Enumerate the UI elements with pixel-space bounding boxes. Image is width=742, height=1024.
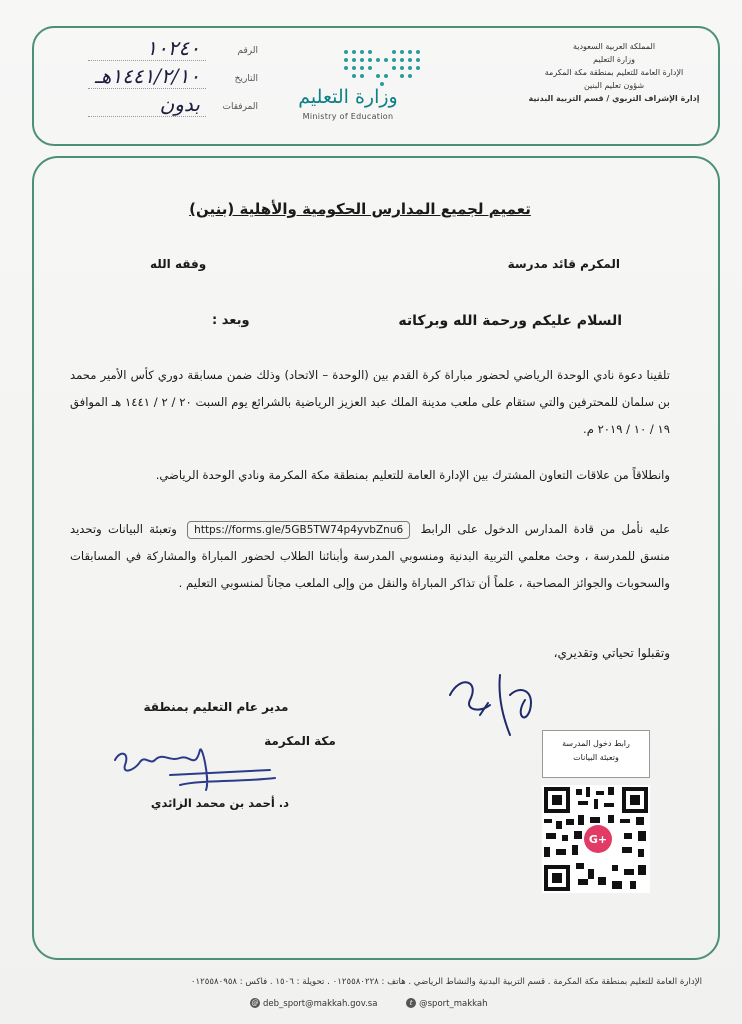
blessing: وفقه الله xyxy=(150,257,207,271)
logo-english-text: Ministry of Education xyxy=(302,112,394,121)
date-value: ١٤٤١/٢/١٠هـ xyxy=(94,64,200,88)
number-value: ١٠٢٤٠ xyxy=(146,36,200,60)
signatory-title-line2: مكة المكرمة xyxy=(264,734,336,748)
qr-badge-text: G+ xyxy=(588,833,608,846)
request-text-before-link: عليه نأمل من قادة المدارس الدخول على الرابط xyxy=(420,522,671,536)
footer-address: الإدارة العامة للتعليم بمنطقة مكة المكرمة . قسم التربية البدنية والنشاط الرياضي . هاتف : ٠١٢٥٥٨٠٢٢٨ . تحويلة : ١٥٠٦ . فاكس : ٠١٢٥٥٨٠٩٥٨ xyxy=(190,977,702,987)
qr-caption-line: وتعبئة البيانات xyxy=(573,753,619,762)
footer-twitter-text: @sport_makkah xyxy=(419,998,488,1009)
addressee: المكرم قائد مدرسة xyxy=(507,257,620,271)
after-greeting: وبعد : xyxy=(212,313,250,328)
date-label: التاريخ xyxy=(234,74,258,84)
footer-contacts xyxy=(250,998,514,1009)
footer-email[interactable] xyxy=(250,999,377,1009)
logo-arabic-text: وزارة التعليم xyxy=(298,86,398,108)
header-line: الإدارة العامة للتعليم بمنطقة مكة المكرمة xyxy=(544,68,684,77)
paragraph-cooperation: وانطلاقاً من علاقات التعاون المشترك بين الإدارة العامة للتعليم بمنطقة مكة المكرمة ونادي الوحدة الرياضي. xyxy=(155,468,670,482)
header-line: شؤون تعليم البنين xyxy=(583,81,645,90)
dotted-line xyxy=(88,88,206,89)
request-text-after-link: وتعبئة البيانات وتحديد منسق للمدرسة ، وحث معلمي التربية البدنية ومنسوبي المدرسة وأبنائنا الطلاب لحضور المباراة والمشاركة في المسابقات والسحوبات والجوائز المصاحبة ، علماً أن تذاكر المباراة والنقل من وإلى الملعب مجاناً لمنسوبي التعليم . xyxy=(70,522,670,590)
letter-title: تعميم لجميع المدارس الحكومية والأهلية (بنين) xyxy=(189,200,531,218)
number-label: الرقم xyxy=(237,46,258,56)
paragraph-request xyxy=(70,516,670,597)
closing: وتقبلوا تحياتي وتقديري، xyxy=(553,646,670,660)
handwritten-initials xyxy=(440,655,550,740)
paragraph-invitation: تلقينا دعوة نادي الوحدة الرياضي لحضور مباراة كرة القدم بين (الوحدة – الاتحاد) وذلك ضمن مسابقة دوري كأس الأمير محمد بن سلمان للمحترفين والتي ستقام على ملعب مدينة الملك عبد العزيز الرياضية بالشرائع يوم السبت ٢٠ / ٢ / ١٤٤١ هـ الموافق ١٩ / ١٠ / ٢٠١٩ م. xyxy=(70,368,670,436)
ministry-logo xyxy=(288,40,428,130)
dotted-line xyxy=(88,116,206,117)
twitter-icon: t xyxy=(406,998,416,1008)
header-line: وزارة التعليم xyxy=(593,55,635,64)
signatory-title-line1: مدير عام التعليم بمنطقة xyxy=(143,700,289,714)
header-line: إدارة الإشراف التربوي / قسم التربية البدنية xyxy=(528,94,700,103)
logo-dots-icon xyxy=(342,46,422,86)
qr-caption-line: رابط دخول المدرسة xyxy=(562,739,630,748)
attachments-label: المرفقات xyxy=(222,102,258,112)
registration-link[interactable]: https://forms.gle/5GB5TW74p4yvbZnu6 xyxy=(187,521,410,539)
qr-caption xyxy=(542,730,650,778)
email-icon: @ xyxy=(251,999,259,1007)
director-signature xyxy=(110,740,290,800)
qr-code-icon[interactable] xyxy=(542,785,650,893)
header-line: المملكة العربية السعودية xyxy=(572,42,656,51)
footer-twitter[interactable] xyxy=(406,999,487,1009)
ministry-header-text xyxy=(514,40,714,105)
signatory-name: د. أحمد بن محمد الزائدي xyxy=(150,796,290,810)
dotted-line xyxy=(88,60,206,61)
attachments-value: بدون xyxy=(159,92,200,116)
greeting: السلام عليكم ورحمة الله وبركاته xyxy=(398,313,622,329)
footer-email-text: deb_sport@makkah.gov.sa xyxy=(263,998,378,1009)
